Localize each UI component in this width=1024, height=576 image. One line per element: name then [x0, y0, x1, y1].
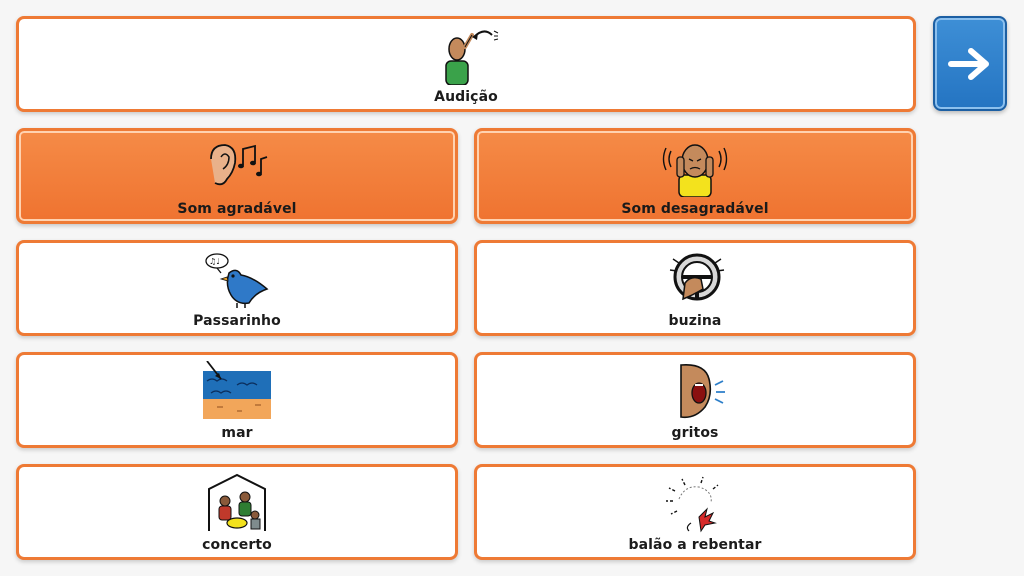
popping-balloon-icon: [655, 473, 735, 533]
ear-music-icon: [197, 137, 277, 197]
svg-text:♫♩: ♫♩: [209, 257, 220, 266]
bird-icon: [197, 249, 277, 309]
tile-label: concerto: [202, 537, 272, 553]
arrow-right-icon: [947, 46, 993, 82]
tile-label: gritos: [671, 425, 719, 441]
tile-balao-a-rebentar[interactable]: [474, 464, 916, 560]
tile-label: buzina: [668, 313, 722, 329]
listening-person-icon: [426, 25, 506, 85]
steering-horn-icon: [655, 249, 735, 309]
covered-ears-icon: [655, 137, 735, 197]
tile-label: Audição: [434, 89, 498, 105]
shouting-mouth-icon: [655, 361, 735, 421]
tile-label: Passarinho: [193, 313, 281, 329]
concert-band-icon: [197, 473, 277, 533]
tile-mar[interactable]: [16, 352, 458, 448]
tile-passarinho[interactable]: [16, 240, 458, 336]
tile-som-agradavel[interactable]: [16, 128, 458, 224]
tile-label: balão a rebentar: [628, 537, 762, 553]
tile-buzina[interactable]: [474, 240, 916, 336]
tile-label: Som agradável: [177, 201, 297, 217]
tile-som-desagradavel[interactable]: [474, 128, 916, 224]
tile-gritos[interactable]: [474, 352, 916, 448]
next-button[interactable]: [933, 16, 1007, 111]
tile-label: mar: [221, 425, 253, 441]
tile-concerto[interactable]: [16, 464, 458, 560]
sea-beach-icon: [197, 361, 277, 421]
tile-label: Som desagradável: [621, 201, 769, 217]
category-tile-audicao[interactable]: [16, 16, 916, 112]
